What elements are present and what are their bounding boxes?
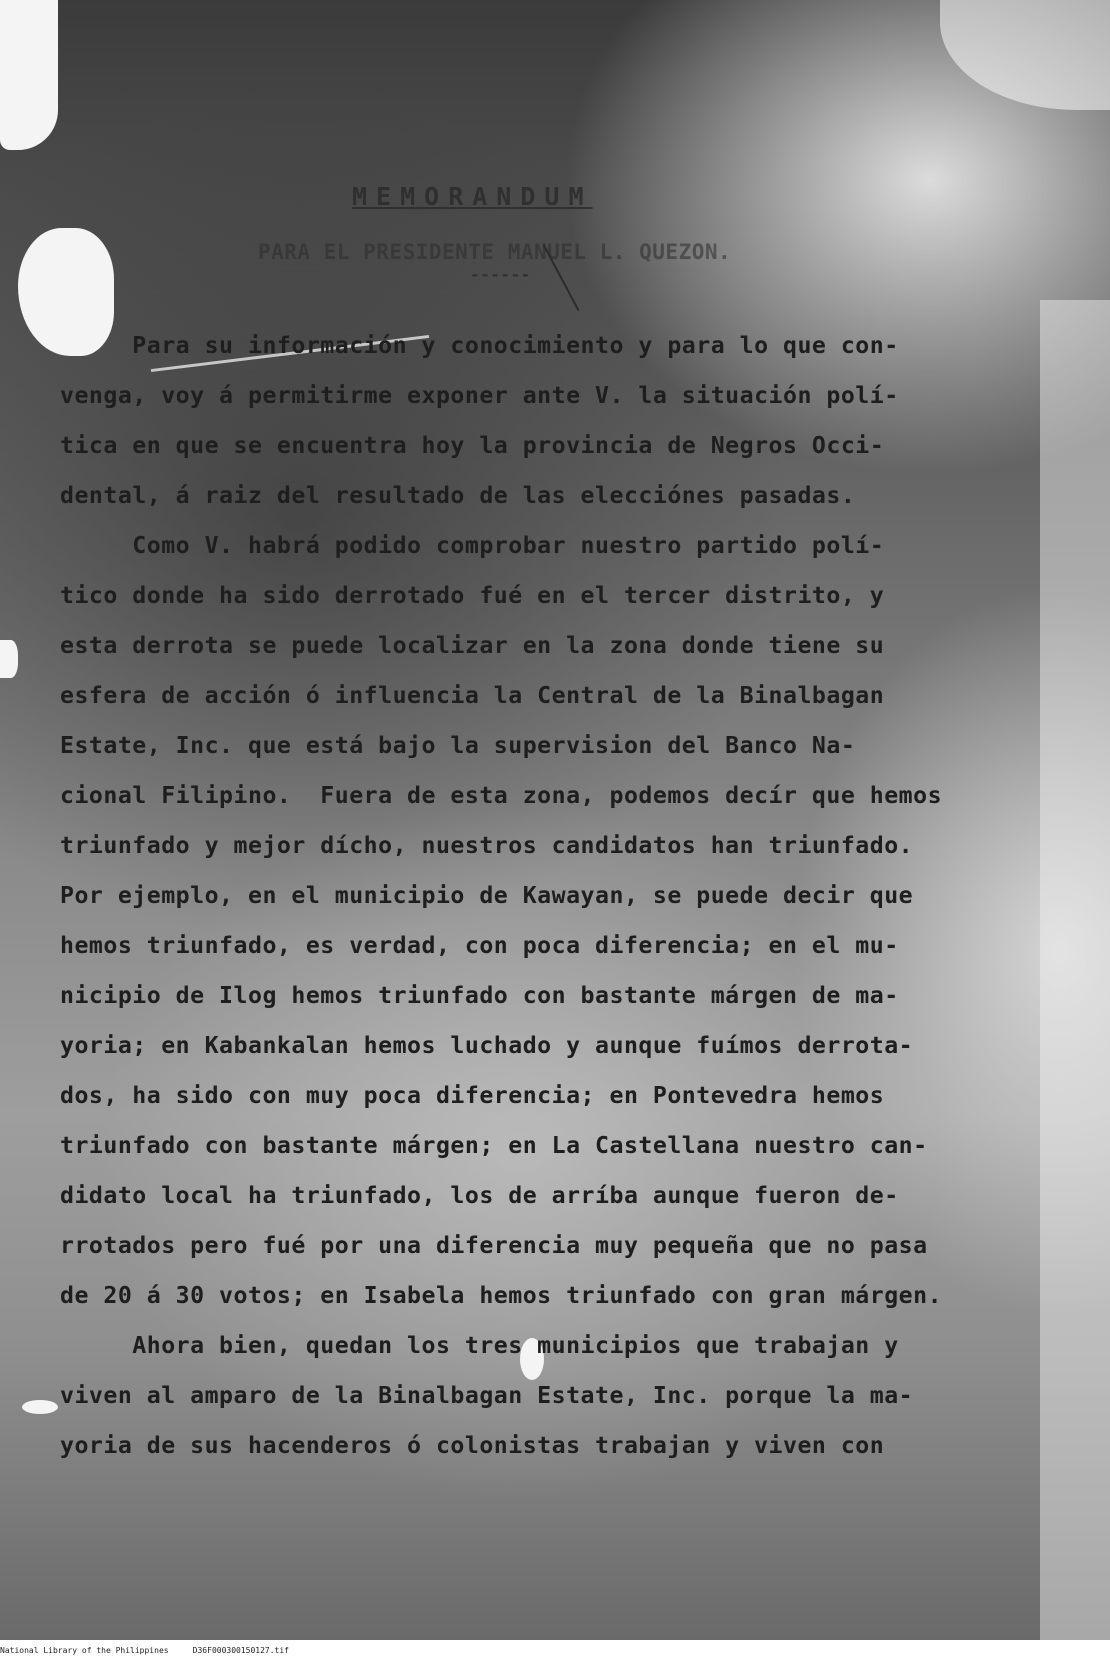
body-line: nicipio de Ilog hemos triunfado con bastante márgen de ma-: [60, 982, 899, 1009]
paper-damage: [0, 0, 58, 150]
body-line: tica en que se encuentra hoy la provincia de Negros Occi-: [60, 432, 885, 459]
body-line: de 20 á 30 votos; en Isabela hemos triunfado con gran márgen.: [60, 1282, 943, 1309]
archive-name: National Library of the Philippines: [0, 1646, 169, 1655]
body-line: Ahora bien, quedan los tres municipios que trabajan y: [60, 1332, 899, 1359]
paper-fade: [1040, 300, 1110, 1640]
body-line: esta derrota se puede localizar en la zona donde tiene su: [60, 632, 885, 659]
paper-damage: [22, 1400, 58, 1414]
body-line: Por ejemplo, en el municipio de Kawayan, se puede decir que: [60, 882, 914, 909]
memo-title: MEMORANDUM: [352, 182, 593, 211]
body-line: Como V. habrá podido comprobar nuestro partido polí-: [60, 532, 885, 559]
body-line: viven al amparo de la Binalbagan Estate, Inc. porque la ma-: [60, 1382, 914, 1409]
body-line: Para su información y conocimiento y para lo que con-: [60, 332, 899, 359]
archive-footer: [0, 1646, 289, 1655]
paper-fade: [940, 0, 1110, 110]
body-line: didato local ha triunfado, los de arríba aunque fueron de-: [60, 1182, 899, 1209]
body-line: yoria de sus hacenderos ó colonistas trabajan y viven con: [60, 1432, 885, 1459]
body-line: venga, voy á permitirme exponer ante V. la situación polí-: [60, 382, 899, 409]
body-line: tico donde ha sido derrotado fué en el tercer distrito, y: [60, 582, 885, 609]
body-line: dental, á raiz del resultado de las elecciónes pasadas.: [60, 482, 856, 509]
body-line: Estate, Inc. que está bajo la supervision del Banco Na-: [60, 732, 856, 759]
file-name: D36F000300150127.tif: [192, 1646, 289, 1655]
paper-damage: [0, 640, 18, 678]
memo-subtitle: PARA EL PRESIDENTE MANUEL L. QUEZON.: [258, 240, 732, 264]
body-line: triunfado y mejor dícho, nuestros candidatos han triunfado.: [60, 832, 914, 859]
body-line: dos, ha sido con muy poca diferencia; en Pontevedra hemos: [60, 1082, 885, 1109]
body-line: yoria; en Kabankalan hemos luchado y aunque fuímos derrota-: [60, 1032, 914, 1059]
body-line: esfera de acción ó influencia la Central de la Binalbagan: [60, 682, 885, 709]
body-line: triunfado con bastante márgen; en La Castellana nuestro can-: [60, 1132, 928, 1159]
body-line: cional Filipino. Fuera de esta zona, podemos decír que hemos: [60, 782, 943, 809]
body-line: hemos triunfado, es verdad, con poca diferencia; en el mu-: [60, 932, 899, 959]
title-rule: ------: [470, 265, 531, 284]
body-line: rrotados pero fué por una diferencia muy pequeña que no pasa: [60, 1232, 928, 1259]
